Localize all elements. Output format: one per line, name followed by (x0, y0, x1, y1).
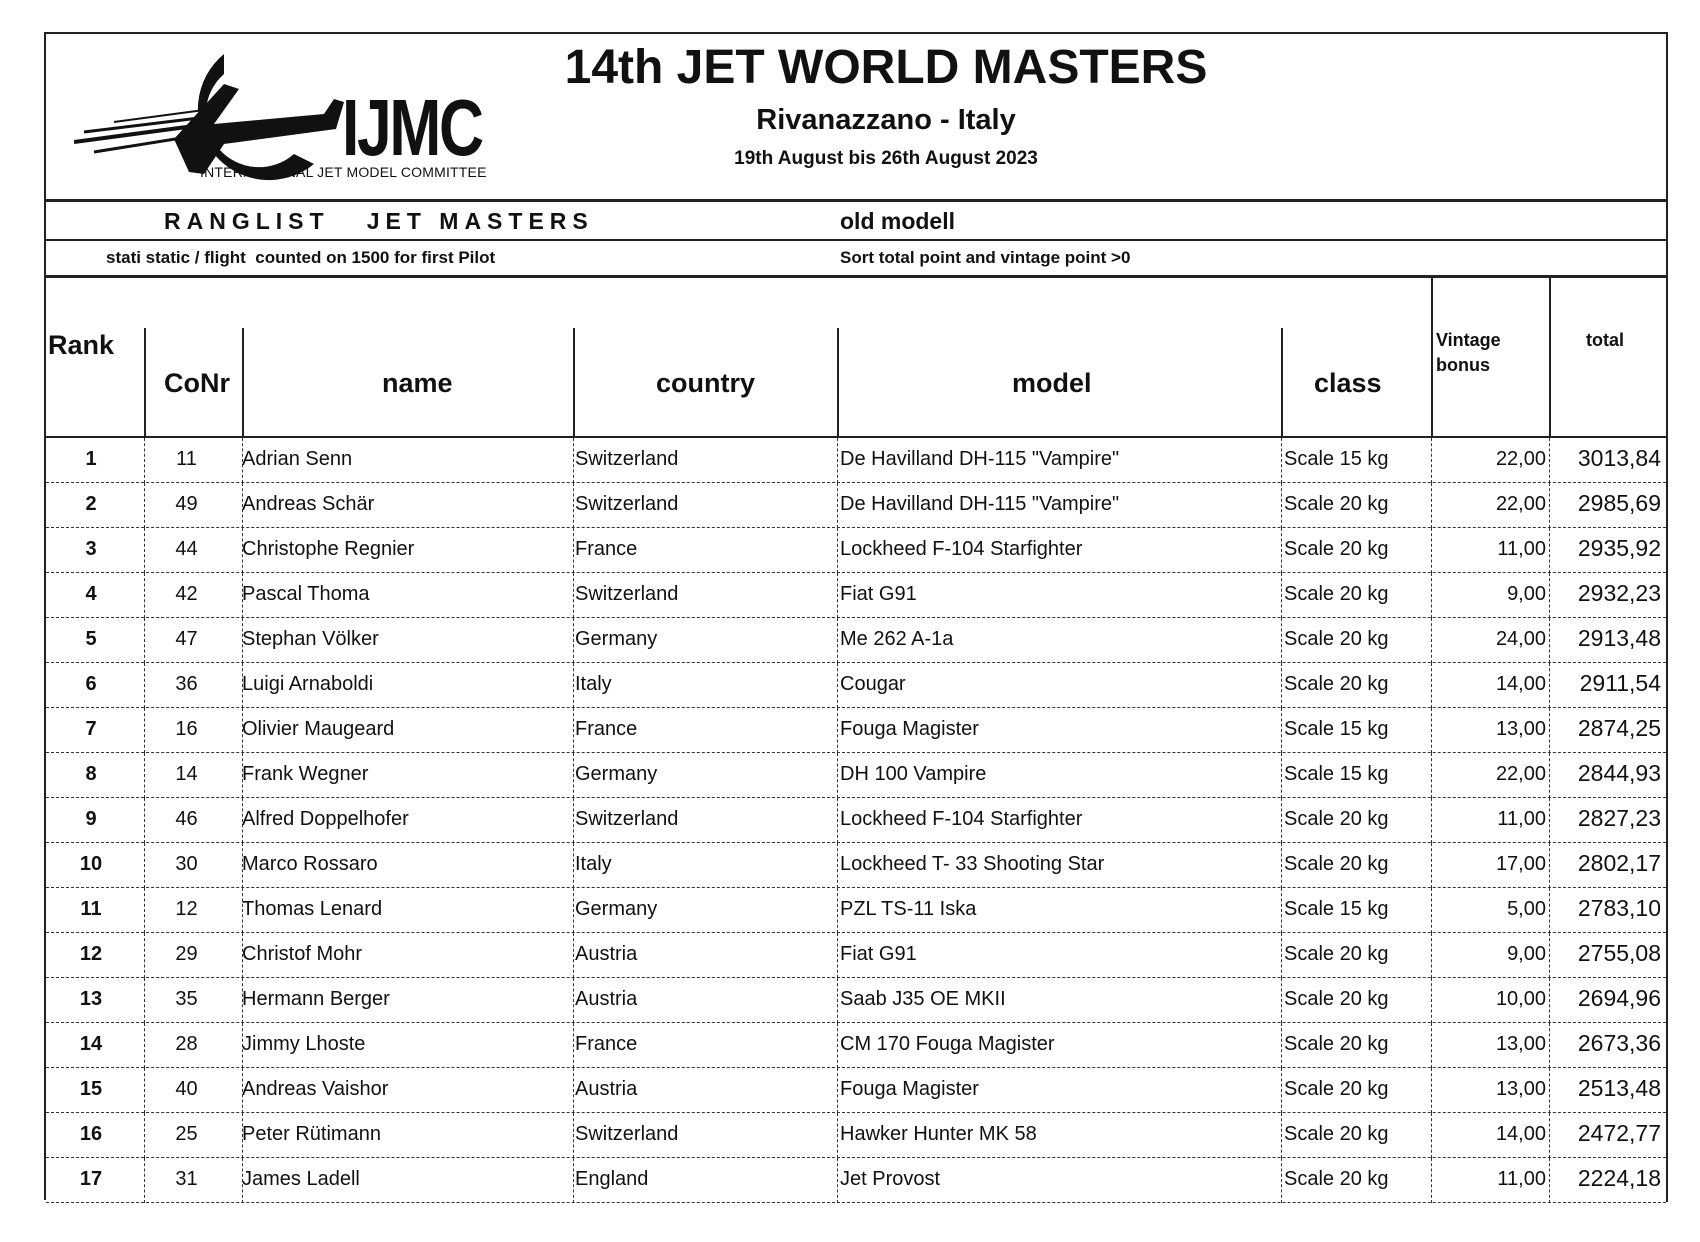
conr-cell: 36 (175, 673, 198, 695)
vintage-cell: 5,00 (1507, 898, 1546, 920)
cell-divider (1549, 483, 1550, 528)
rank-cell: 12 (79, 943, 103, 965)
results-sheet (44, 32, 1668, 1200)
cell-divider (1549, 978, 1550, 1023)
table-row (46, 888, 1666, 933)
rank-cell: 2 (85, 493, 97, 515)
cell-divider (1549, 1113, 1550, 1158)
table-row (46, 1068, 1666, 1113)
cell-divider (837, 1068, 838, 1113)
vintage-cell: 13,00 (1495, 718, 1546, 740)
document-header (46, 34, 1666, 202)
name-cell: Christof Mohr (242, 943, 363, 965)
class-cell: Scale 20 kg (1284, 493, 1389, 515)
cell-divider (573, 528, 574, 573)
name-cell: Marco Rossaro (242, 853, 378, 875)
country-cell: Switzerland (575, 448, 679, 470)
class-cell: Scale 15 kg (1284, 718, 1389, 740)
cell-divider (573, 1113, 574, 1158)
col-divider (1431, 278, 1433, 436)
class-cell: Scale 20 kg (1284, 988, 1389, 1010)
country-cell: Switzerland (575, 808, 679, 830)
event-dates: 19th August bis 26th August 2023 (734, 148, 1038, 169)
total-cell: 2224,18 (1577, 1165, 1661, 1191)
rank-cell: 16 (79, 1123, 103, 1145)
total-cell: 2755,08 (1577, 940, 1661, 966)
cell-divider (1431, 933, 1432, 978)
cell-divider (1431, 708, 1432, 753)
class-cell: Scale 15 kg (1284, 898, 1389, 920)
name-cell: Andreas Schär (242, 493, 375, 515)
table-row (46, 1158, 1666, 1203)
cell-divider (573, 843, 574, 888)
conr-cell: 25 (175, 1123, 198, 1145)
country-cell: Austria (575, 1078, 638, 1100)
cell-divider (1431, 483, 1432, 528)
conr-cell: 42 (175, 583, 198, 605)
model-cell: Saab J35 OE MKII (840, 988, 1006, 1010)
conr-cell: 31 (175, 1168, 198, 1190)
column-header-row (46, 278, 1666, 438)
total-cell: 2827,23 (1577, 805, 1661, 831)
table-row (46, 663, 1666, 708)
rank-cell: 9 (85, 808, 97, 830)
vintage-cell: 10,00 (1495, 988, 1546, 1010)
cell-divider (1431, 753, 1432, 798)
rank-cell: 8 (85, 763, 97, 785)
cell-divider (1281, 978, 1282, 1023)
conr-cell: 35 (175, 988, 198, 1010)
vintage-cell: 22,00 (1495, 763, 1546, 785)
cell-divider (1431, 798, 1432, 843)
cell-divider (573, 798, 574, 843)
cell-divider (1431, 663, 1432, 708)
cell-divider (837, 798, 838, 843)
col-vintage-line2: bonus (1436, 355, 1490, 375)
name-cell: Olivier Maugeard (242, 718, 395, 740)
col-model: model (1012, 368, 1092, 398)
table-row (46, 933, 1666, 978)
cell-divider (837, 483, 838, 528)
model-cell: De Havilland DH-115 "Vampire" (840, 493, 1120, 515)
country-cell: France (575, 1033, 638, 1055)
cell-divider (1431, 528, 1432, 573)
col-divider (837, 328, 839, 436)
cell-divider (573, 1023, 574, 1068)
cell-divider (837, 933, 838, 978)
vintage-cell: 22,00 (1495, 448, 1546, 470)
model-cell: Lockheed F-104 Starfighter (840, 808, 1083, 830)
cell-divider (573, 1158, 574, 1203)
conr-cell: 14 (175, 763, 198, 785)
total-cell: 2673,36 (1577, 1030, 1661, 1056)
table-row (46, 483, 1666, 528)
rank-cell: 13 (79, 988, 103, 1010)
cell-divider (1431, 1158, 1432, 1203)
cell-divider (573, 888, 574, 933)
conr-cell: 12 (175, 898, 198, 920)
cell-divider (1281, 573, 1282, 618)
cell-divider (1549, 618, 1550, 663)
rank-cell: 11 (80, 898, 102, 920)
cell-divider (1281, 1068, 1282, 1113)
cell-divider (1549, 708, 1550, 753)
cell-divider (1549, 888, 1550, 933)
cell-divider (837, 888, 838, 933)
ranglist-bar (46, 202, 1666, 241)
rank-cell: 7 (85, 718, 97, 740)
cell-divider (1281, 798, 1282, 843)
vintage-cell: 24,00 (1495, 628, 1546, 650)
class-cell: Scale 20 kg (1284, 853, 1389, 875)
rank-cell: 3 (85, 538, 97, 560)
cell-divider (1431, 618, 1432, 663)
name-cell: Peter Rütimann (242, 1123, 381, 1145)
name-cell: James Ladell (242, 1168, 360, 1190)
col-rank: Rank (48, 330, 115, 360)
cell-divider (1549, 1158, 1550, 1203)
col-divider (144, 328, 146, 436)
country-cell: Switzerland (575, 583, 679, 605)
total-cell: 2913,48 (1577, 625, 1661, 651)
ranglist-title: RANGLIST JET MASTERS (164, 208, 594, 234)
vintage-cell: 14,00 (1495, 1123, 1546, 1145)
name-cell: Pascal Thoma (242, 583, 370, 605)
cell-divider (1281, 753, 1282, 798)
cell-divider (1431, 1113, 1432, 1158)
cell-divider (837, 618, 838, 663)
model-cell: Fouga Magister (840, 1078, 979, 1100)
model-cell: PZL TS-11 Iska (840, 898, 977, 920)
cell-divider (1549, 438, 1550, 483)
table-row (46, 753, 1666, 798)
cell-divider (837, 438, 838, 483)
conr-cell: 44 (175, 538, 198, 560)
table-row (46, 1023, 1666, 1068)
cell-divider (1281, 933, 1282, 978)
total-cell: 2513,48 (1577, 1075, 1661, 1101)
total-cell: 2874,25 (1577, 715, 1661, 741)
rank-cell: 10 (79, 853, 103, 875)
model-cell: Fouga Magister (840, 718, 979, 740)
cell-divider (573, 618, 574, 663)
col-divider (1281, 328, 1283, 436)
cell-divider (837, 1113, 838, 1158)
model-cell: Jet Provost (840, 1168, 941, 1190)
cell-divider (837, 843, 838, 888)
name-cell: Frank Wegner (242, 763, 369, 785)
cell-divider (837, 528, 838, 573)
vintage-cell: 9,00 (1507, 943, 1546, 965)
table-row (46, 528, 1666, 573)
col-country: country (656, 368, 756, 398)
table-row (46, 438, 1666, 483)
model-cell: DH 100 Vampire (840, 763, 987, 785)
conr-cell: 49 (175, 493, 198, 515)
model-cell: Cougar (840, 673, 906, 695)
country-cell: Italy (575, 853, 612, 875)
total-cell: 2802,17 (1577, 850, 1661, 876)
vintage-cell: 22,00 (1495, 493, 1546, 515)
table-row (46, 843, 1666, 888)
ijmc-logo (74, 44, 524, 194)
cell-divider (1281, 483, 1282, 528)
total-cell: 2932,23 (1577, 580, 1661, 606)
model-cell: Me 262 A-1a (840, 628, 954, 650)
cell-divider (1549, 933, 1550, 978)
total-cell: 3013,84 (1577, 445, 1661, 471)
cell-divider (573, 1068, 574, 1113)
name-cell: Luigi Arnaboldi (242, 673, 374, 695)
country-cell: Switzerland (575, 1123, 679, 1145)
total-cell: 2783,10 (1577, 895, 1661, 921)
cell-divider (1281, 1158, 1282, 1203)
col-total: total (1586, 330, 1624, 350)
logo-subtitle: INTERNATIONAL JET MODEL COMMITTEE (200, 164, 487, 180)
conr-cell: 40 (175, 1078, 198, 1100)
table-row (46, 708, 1666, 753)
category-label: old modell (840, 208, 955, 234)
table-row (46, 618, 1666, 663)
cell-divider (1549, 663, 1550, 708)
class-cell: Scale 20 kg (1284, 808, 1389, 830)
rank-cell: 4 (85, 583, 97, 605)
country-cell: Austria (575, 943, 638, 965)
class-cell: Scale 20 kg (1284, 673, 1389, 695)
total-cell: 2935,92 (1577, 535, 1661, 561)
cell-divider (1281, 1113, 1282, 1158)
col-divider (573, 328, 575, 436)
cell-divider (1281, 1023, 1282, 1068)
name-cell: Hermann Berger (242, 988, 390, 1010)
col-divider (1549, 278, 1551, 436)
class-cell: Scale 20 kg (1284, 1123, 1389, 1145)
model-cell: Lockheed T- 33 Shooting Star (840, 853, 1105, 875)
cell-divider (573, 573, 574, 618)
class-cell: Scale 20 kg (1284, 1033, 1389, 1055)
cell-divider (573, 753, 574, 798)
cell-divider (573, 933, 574, 978)
name-cell: Jimmy Lhoste (242, 1033, 366, 1055)
cell-divider (837, 753, 838, 798)
total-cell: 2472,77 (1577, 1120, 1661, 1146)
col-name: name (382, 368, 453, 398)
col-class: class (1314, 368, 1382, 398)
conr-cell: 28 (175, 1033, 198, 1055)
sort-note: Sort total point and vintage point >0 (840, 248, 1131, 267)
cell-divider (837, 573, 838, 618)
cell-divider (1281, 843, 1282, 888)
cell-divider (1431, 573, 1432, 618)
name-cell: Adrian Senn (242, 448, 353, 470)
total-cell: 2985,69 (1577, 490, 1661, 516)
col-vintage-line1: Vintage (1436, 330, 1501, 350)
conr-cell: 47 (175, 628, 198, 650)
country-cell: Austria (575, 988, 638, 1010)
event-venue: Rivanazzano - Italy (756, 104, 1016, 136)
notes-bar (46, 241, 1666, 278)
cell-divider (1431, 1068, 1432, 1113)
model-cell: De Havilland DH-115 "Vampire" (840, 448, 1120, 470)
conr-cell: 29 (175, 943, 198, 965)
class-cell: Scale 20 kg (1284, 583, 1389, 605)
conr-cell: 46 (175, 808, 198, 830)
logo-letters: IJMC (342, 83, 482, 172)
class-cell: Scale 20 kg (1284, 628, 1389, 650)
cell-divider (1431, 978, 1432, 1023)
name-cell: Andreas Vaishor (242, 1078, 389, 1100)
model-cell: Lockheed F-104 Starfighter (840, 538, 1083, 560)
table-row (46, 573, 1666, 618)
total-cell: 2911,54 (1579, 670, 1661, 696)
cell-divider (1431, 438, 1432, 483)
cell-divider (1549, 528, 1550, 573)
vintage-cell: 11,00 (1497, 1168, 1546, 1190)
cell-divider (1549, 843, 1550, 888)
vintage-cell: 11,00 (1497, 808, 1546, 830)
conr-cell: 11 (176, 448, 197, 470)
total-cell: 2844,93 (1577, 760, 1661, 786)
rank-cell: 17 (79, 1168, 103, 1190)
class-cell: Scale 15 kg (1284, 763, 1389, 785)
results-table-body (46, 438, 1666, 1203)
rank-cell: 15 (79, 1078, 103, 1100)
cell-divider (1549, 753, 1550, 798)
cell-divider (573, 708, 574, 753)
class-cell: Scale 15 kg (1284, 448, 1389, 470)
country-cell: Switzerland (575, 493, 679, 515)
cell-divider (1549, 573, 1550, 618)
cell-divider (837, 708, 838, 753)
country-cell: Germany (575, 898, 658, 920)
vintage-cell: 11,00 (1497, 538, 1546, 560)
cell-divider (1281, 663, 1282, 708)
vintage-cell: 13,00 (1495, 1033, 1546, 1055)
conr-cell: 16 (175, 718, 198, 740)
scoring-note: stati static / flight counted on 1500 for first Pilot (106, 248, 496, 267)
cell-divider (1549, 1068, 1550, 1113)
cell-divider (573, 978, 574, 1023)
table-row (46, 1113, 1666, 1158)
col-divider (242, 328, 244, 436)
name-cell: Stephan Völker (242, 628, 379, 650)
cell-divider (1549, 798, 1550, 843)
class-cell: Scale 20 kg (1284, 538, 1389, 560)
event-title: 14th JET WORLD MASTERS (564, 41, 1208, 94)
country-cell: Germany (575, 628, 658, 650)
cell-divider (1281, 438, 1282, 483)
cell-divider (837, 663, 838, 708)
model-cell: CM 170 Fouga Magister (840, 1033, 1055, 1055)
class-cell: Scale 20 kg (1284, 943, 1389, 965)
vintage-cell: 9,00 (1507, 583, 1546, 605)
name-cell: Christophe Regnier (242, 538, 415, 560)
rank-cell: 5 (85, 628, 97, 650)
cell-divider (1431, 843, 1432, 888)
table-row (46, 798, 1666, 843)
cell-divider (837, 978, 838, 1023)
cell-divider (573, 438, 574, 483)
table-row (46, 978, 1666, 1023)
col-conr: CoNr (164, 368, 230, 398)
model-cell: Fiat G91 (840, 583, 917, 605)
cell-divider (1549, 1023, 1550, 1068)
cell-divider (837, 1158, 838, 1203)
country-cell: Italy (575, 673, 612, 695)
country-cell: France (575, 538, 638, 560)
vintage-cell: 14,00 (1495, 673, 1546, 695)
conr-cell: 30 (175, 853, 198, 875)
frame-right-edge (1666, 278, 1668, 1202)
vintage-cell: 13,00 (1495, 1078, 1546, 1100)
total-cell: 2694,96 (1577, 985, 1661, 1011)
country-cell: France (575, 718, 638, 740)
model-cell: Fiat G91 (840, 943, 917, 965)
rank-cell: 6 (85, 673, 97, 695)
cell-divider (1281, 888, 1282, 933)
rank-cell: 1 (85, 448, 97, 470)
class-cell: Scale 20 kg (1284, 1078, 1389, 1100)
cell-divider (1431, 1023, 1432, 1068)
cell-divider (573, 483, 574, 528)
name-cell: Alfred Doppelhofer (242, 808, 409, 830)
cell-divider (573, 663, 574, 708)
country-cell: Germany (575, 763, 658, 785)
name-cell: Thomas Lenard (242, 898, 383, 920)
cell-divider (1281, 708, 1282, 753)
cell-divider (837, 1023, 838, 1068)
rank-cell: 14 (79, 1033, 103, 1055)
cell-divider (1281, 618, 1282, 663)
cell-divider (1281, 528, 1282, 573)
cell-divider (1431, 888, 1432, 933)
model-cell: Hawker Hunter MK 58 (840, 1123, 1037, 1145)
country-cell: England (575, 1168, 649, 1190)
class-cell: Scale 20 kg (1284, 1168, 1389, 1190)
vintage-cell: 17,00 (1495, 853, 1546, 875)
